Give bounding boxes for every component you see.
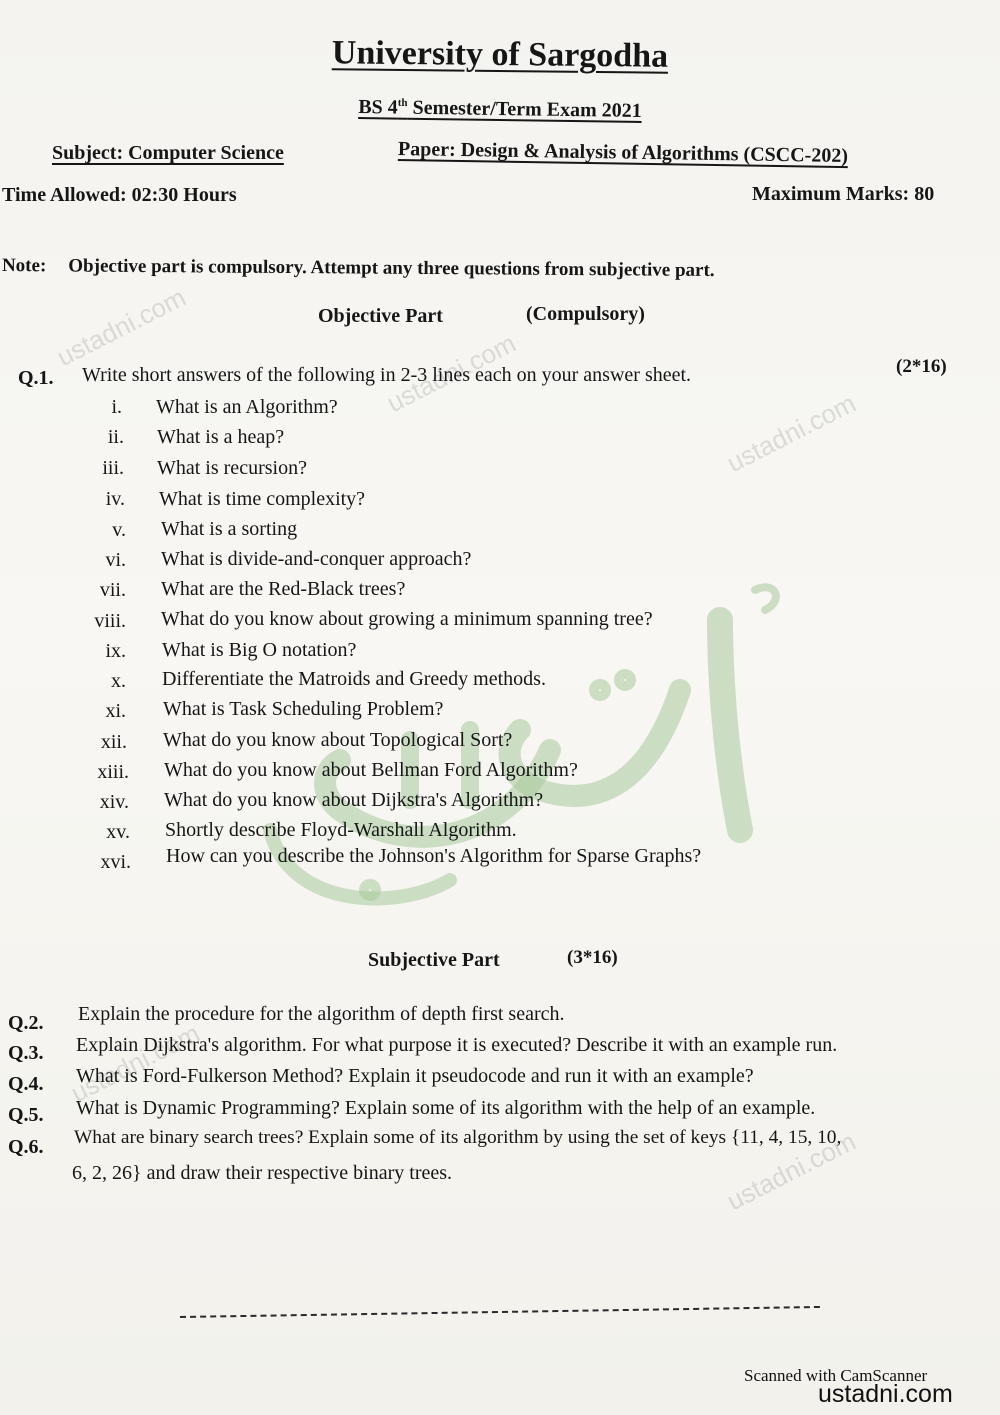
exam-prefix: BS 4 xyxy=(358,96,398,119)
item-text: What is a heap? xyxy=(157,426,285,448)
item-number: iii. xyxy=(102,457,124,479)
question-number: Q.1. xyxy=(18,367,54,389)
item-text: What is Task Scheduling Problem? xyxy=(163,698,444,720)
item-number: xii. xyxy=(100,731,127,753)
item-number: xv. xyxy=(106,821,130,843)
item-text: What is a sorting xyxy=(161,518,298,540)
item-number: ix. xyxy=(105,640,126,662)
question-marks: (2*16) xyxy=(896,356,947,377)
exam-superscript: th xyxy=(397,96,408,110)
item-number: xi. xyxy=(105,700,126,722)
subjective-question-text: What is Dynamic Programming? Explain some of its algorithm with the help of an example. xyxy=(76,1097,816,1119)
time-allowed: Time Allowed: 02:30 Hours xyxy=(2,184,237,206)
item-number: xiv. xyxy=(99,791,129,813)
exam-suffix: Semester/Term Exam 2021 xyxy=(407,96,642,122)
item-number: v. xyxy=(112,519,126,541)
subjective-question-text: What is Ford-Fulkerson Method? Explain it pseudocode and run it with an example? xyxy=(76,1065,754,1087)
item-text: What is recursion? xyxy=(157,457,307,479)
question-instruction: Write short answers of the following in 2-3 lines each on your answer sheet. xyxy=(82,364,692,386)
note-label: Note: xyxy=(1,255,47,277)
item-text: How can you describe the Johnson's Algorithm for Sparse Graphs? xyxy=(166,845,702,867)
note-text: Objective part is compulsory. Attempt any three questions from subjective part. xyxy=(68,255,715,281)
item-text: What do you know about Topological Sort? xyxy=(163,729,513,751)
item-text: What are the Red-Black trees? xyxy=(161,578,406,600)
footer-site: ustadni.com xyxy=(818,1380,953,1408)
subjective-question-number: Q.3. xyxy=(8,1042,44,1064)
subjective-question-text-continued: 6, 2, 26} and draw their respective binary trees. xyxy=(72,1162,453,1184)
subjective-question-text: Explain the procedure for the algorithm of depth first search. xyxy=(78,1003,565,1025)
item-number: viii. xyxy=(94,610,126,632)
item-text: What do you know about Bellman Ford Algorithm? xyxy=(164,759,578,781)
watermark-text: ustadni.com xyxy=(381,327,521,419)
exam-title xyxy=(0,91,1000,128)
maximum-marks: Maximum Marks: 80 xyxy=(752,183,935,205)
subjective-marks: (3*16) xyxy=(567,947,618,968)
item-text: What do you know about Dijkstra's Algorithm? xyxy=(164,789,544,811)
item-text: What do you know about growing a minimum spanning tree? xyxy=(161,608,653,630)
subjective-question-number: Q.2. xyxy=(8,1012,44,1034)
subjective-question-number: Q.4. xyxy=(8,1073,44,1095)
university-title: University of Sargodha xyxy=(331,34,669,75)
subjective-question-text: Explain Dijkstra's algorithm. For what purpose it is executed? Describe it with an example run. xyxy=(76,1034,838,1056)
item-number: iv. xyxy=(105,488,125,510)
subjective-question-number: Q.6. xyxy=(8,1136,44,1158)
subject-label: Subject: Computer Science xyxy=(52,142,284,164)
item-text: What is divide-and-conquer approach? xyxy=(161,548,472,570)
item-text: What is time complexity? xyxy=(159,488,366,510)
note-line xyxy=(2,255,715,282)
item-number: x. xyxy=(111,670,126,692)
subjective-part-title: Subjective Part xyxy=(368,949,500,971)
end-divider-line xyxy=(180,1306,820,1318)
scanner-credit: Scanned with CamScanner xyxy=(744,1366,928,1385)
item-number: ii. xyxy=(107,426,124,448)
item-number: vi. xyxy=(105,549,126,571)
item-text: What is an Algorithm? xyxy=(156,396,338,418)
objective-part-title: Objective Part xyxy=(318,305,443,327)
watermark-text: ustadni.com xyxy=(721,387,861,479)
item-text: What is Big O notation? xyxy=(162,639,357,661)
item-number: xiii. xyxy=(97,761,129,783)
item-text: Shortly describe Floyd-Warshall Algorithm. xyxy=(165,819,517,841)
objective-compulsory: (Compulsory) xyxy=(526,303,645,325)
item-text: Differentiate the Matroids and Greedy methods. xyxy=(162,668,546,690)
watermark-text: ustadni.com xyxy=(65,1017,205,1109)
subjective-question-text: What are binary search trees? Explain some of its algorithm by using the set of keys {11, 4, 15, 10, xyxy=(74,1127,842,1148)
item-number: i. xyxy=(111,396,122,418)
subjective-question-number: Q.5. xyxy=(8,1104,44,1126)
item-number: vii. xyxy=(99,579,126,601)
item-number: xvi. xyxy=(100,851,131,873)
watermark-text: ustadni.com xyxy=(51,281,191,373)
paper-label: Paper: Design & Analysis of Algorithms (CSCC-202) xyxy=(397,138,849,168)
watermark-text: ustadni.com xyxy=(721,1125,861,1217)
